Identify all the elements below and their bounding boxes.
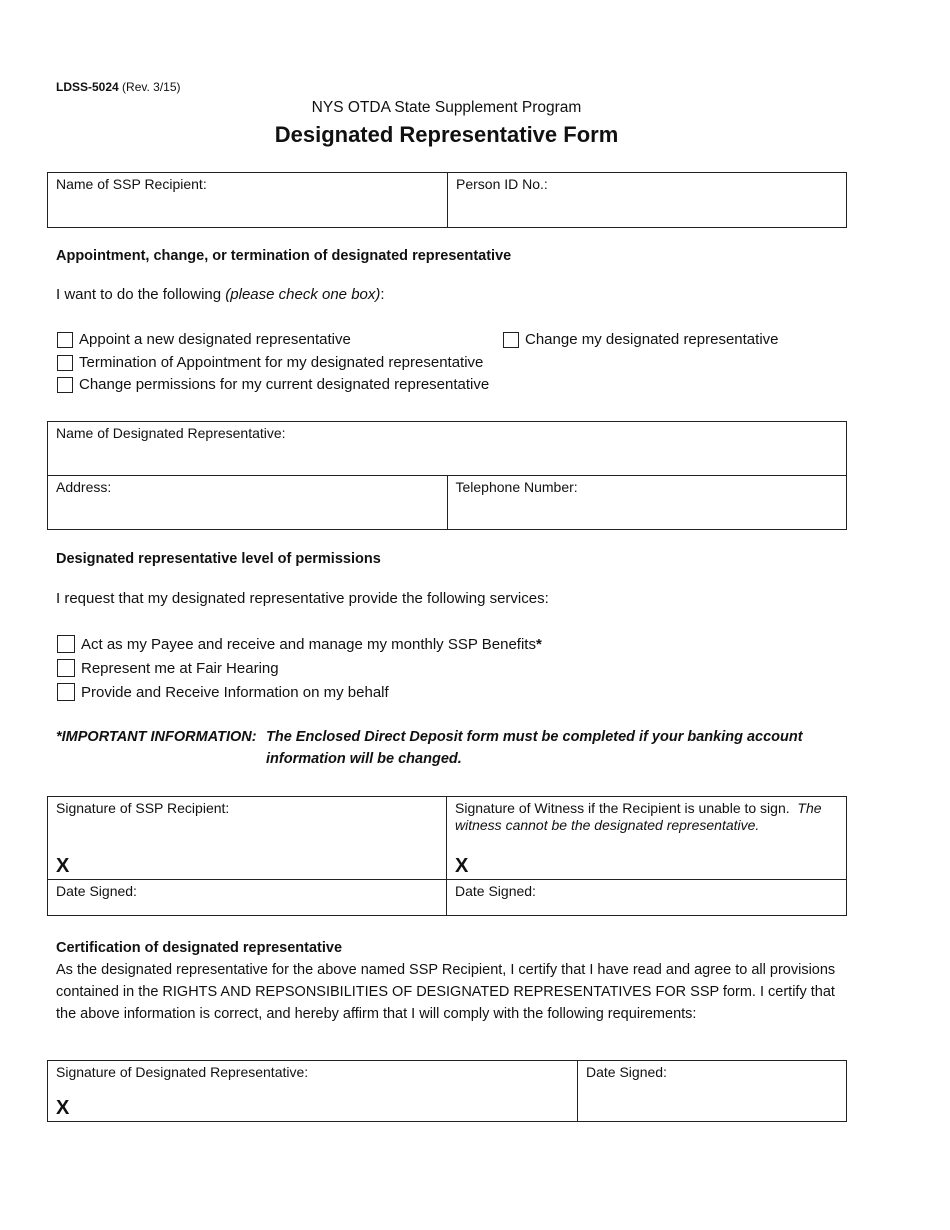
option-hearing[interactable] <box>57 659 279 677</box>
form-revision: (Rev. 3/15) <box>122 80 181 94</box>
rep-name-label: Name of Designated Representative: <box>56 425 286 441</box>
change-label: Change my designated representative <box>525 331 779 348</box>
appoint-checkbox[interactable] <box>57 332 73 348</box>
terminate-label: Termination of Appointment for my designated representative <box>79 354 484 371</box>
rep-signature-box <box>47 1060 847 1122</box>
rep-signature-label: Signature of Designated Representative: <box>56 1064 309 1080</box>
witness-note: The witness cannot be the designated representative. <box>455 800 822 833</box>
page-title: Designated Representative Form <box>274 122 619 147</box>
certification-text <box>56 959 846 1025</box>
hearing-label: Represent me at Fair Hearing <box>81 659 279 677</box>
appointment-heading: Appointment, change, or termination of designated representative <box>56 248 512 264</box>
option-permissions[interactable] <box>57 376 489 393</box>
change-checkbox[interactable] <box>503 332 519 348</box>
payee-label: Act as my Payee and receive and manage my monthly SSP Benefits <box>81 635 536 653</box>
permissions-heading: Designated representative level of permissions <box>56 551 381 567</box>
recipient-box <box>47 172 847 228</box>
address-field[interactable] <box>48 476 448 530</box>
terminate-checkbox[interactable] <box>57 355 73 371</box>
rep-name-field[interactable] <box>48 422 847 476</box>
witness-date-label: Date Signed: <box>455 883 536 899</box>
payee-checkbox[interactable] <box>57 635 75 653</box>
rep-date-label: Date Signed: <box>586 1064 667 1080</box>
permissions-instruction: I request that my designated representative provide the following services: <box>56 590 549 607</box>
representative-box <box>47 421 847 530</box>
info-label: Provide and Receive Information on my behalf <box>81 683 389 701</box>
rep-x-mark: X <box>56 1097 70 1119</box>
person-id-label: Person ID No.: <box>456 176 548 192</box>
form-number-code: LDSS-5024 <box>56 80 119 94</box>
recipient-x-mark: X <box>56 855 70 877</box>
certification-line-3: the above information is correct, and hereby affirm that I will comply with the following requirements: <box>56 1006 697 1022</box>
witness-signature-field[interactable] <box>447 797 847 880</box>
option-info[interactable] <box>57 683 389 701</box>
address-label: Address: <box>56 479 112 495</box>
hearing-checkbox[interactable] <box>57 659 75 677</box>
witness-date-field[interactable] <box>447 880 847 916</box>
appointment-instruction: I want to do the following (please check one box): <box>56 286 385 303</box>
permissions-checkbox[interactable] <box>57 377 73 393</box>
form-number <box>56 80 181 94</box>
important-line-1: The Enclosed Direct Deposit form must be completed if your banking account <box>266 729 803 745</box>
option-change[interactable] <box>503 331 779 348</box>
certification-heading: Certification of designated representative <box>56 940 343 956</box>
witness-x-mark: X <box>455 855 469 877</box>
payee-asterisk: * <box>535 635 542 653</box>
permissions-label: Change permissions for my current designated representative <box>79 376 490 393</box>
recipient-signature-label: Signature of SSP Recipient: <box>56 800 230 816</box>
important-line-2: information will be changed. <box>266 751 462 767</box>
rep-signature-field[interactable] <box>48 1061 578 1122</box>
appoint-label: Appoint a new designated representative <box>79 331 351 348</box>
recipient-signature-field[interactable] <box>48 797 447 880</box>
option-payee[interactable] <box>57 635 542 653</box>
certification-line-1: As the designated representative for the above named SSP Recipient, I certify that I have read and agree to all provisions <box>56 962 836 978</box>
info-checkbox[interactable] <box>57 683 75 701</box>
recipient-name-label: Name of SSP Recipient: <box>56 176 207 192</box>
witness-signature-label: Signature of Witness if the Recipient is unable to sign. <box>455 800 790 816</box>
telephone-label: Telephone Number: <box>455 479 578 495</box>
recipient-name-field[interactable] <box>48 173 448 228</box>
important-label: *IMPORTANT INFORMATION: <box>56 729 257 745</box>
signature-box <box>47 796 847 916</box>
person-id-field[interactable] <box>448 173 847 228</box>
certification-line-2: contained in the RIGHTS AND REPSONSIBILITIES OF DESIGNATED REPRESENTATIVES FOR SSP form. I certify that <box>56 984 835 1000</box>
program-name: NYS OTDA State Supplement Program <box>311 99 582 116</box>
rep-date-field[interactable] <box>578 1061 847 1122</box>
recipient-date-label: Date Signed: <box>56 883 137 899</box>
recipient-date-field[interactable] <box>48 880 447 916</box>
telephone-field[interactable] <box>447 476 847 530</box>
option-terminate[interactable] <box>57 354 483 371</box>
option-appoint[interactable] <box>57 331 351 348</box>
